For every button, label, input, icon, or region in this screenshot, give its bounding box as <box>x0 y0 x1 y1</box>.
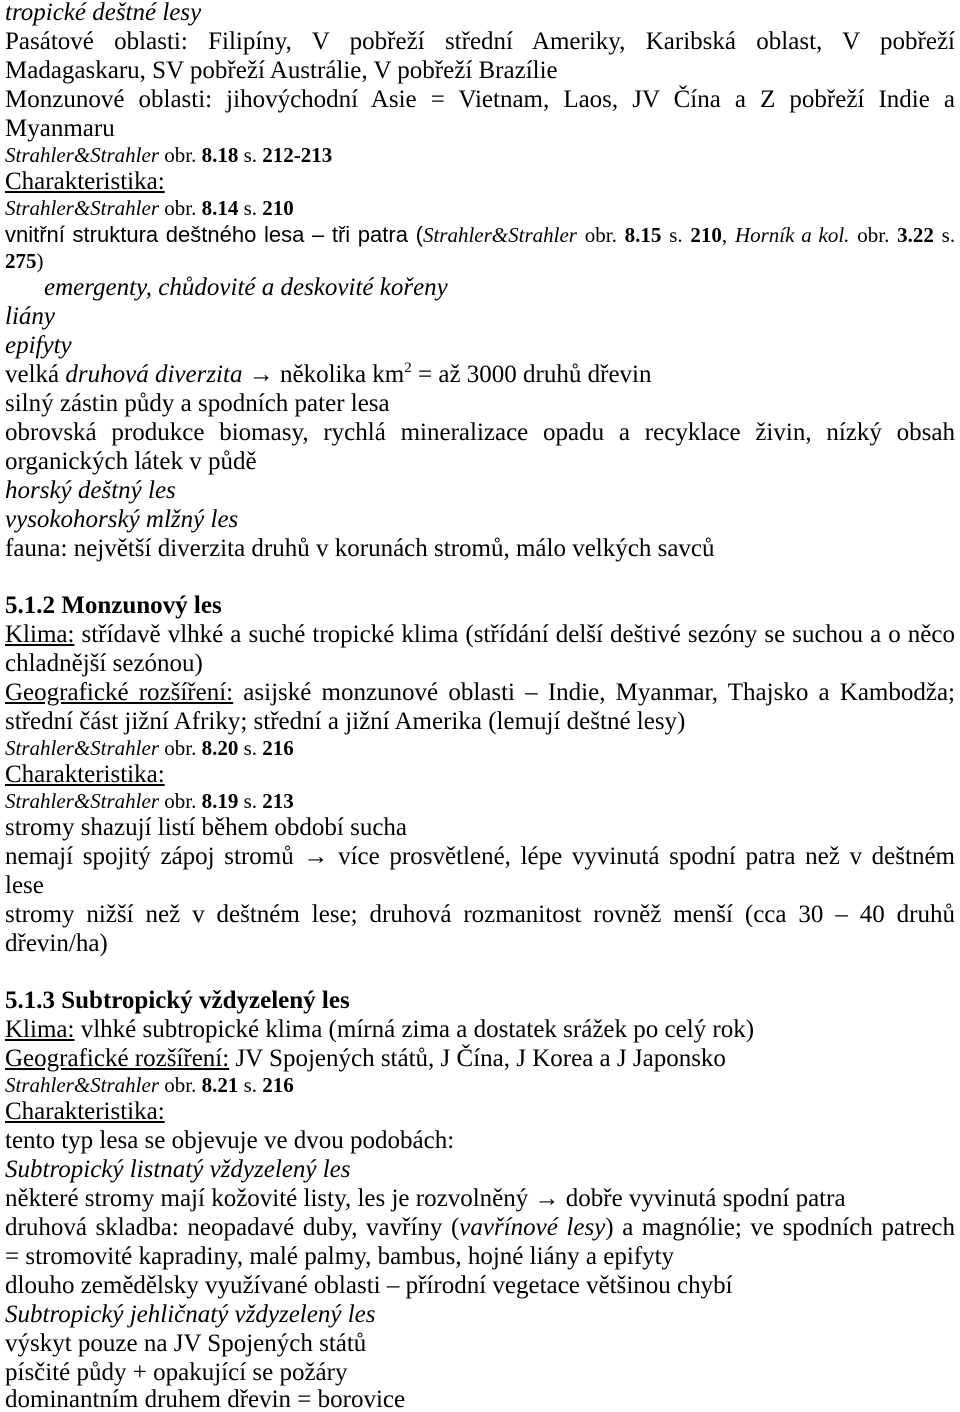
conifer-line: dominantním druhem dřevin = borovice <box>5 1387 406 1412</box>
composition-prefix: druhová skladba: neopadavé duby, vavříny ( <box>5 1214 460 1241</box>
reference-separator: , <box>721 223 728 247</box>
forest-structure-line-1 <box>5 220 955 249</box>
spacer <box>5 563 955 591</box>
page-number: 210 <box>262 196 294 220</box>
conifer-line: výskyt pouze na JV Spojených států <box>5 1330 367 1357</box>
fauna-line: fauna: největší diverzita druhů v korunách stromů, málo velkých savců <box>5 535 715 562</box>
figure-number: 8.20 <box>201 736 239 760</box>
figure-number: 8.19 <box>201 789 239 813</box>
figure-label: obr. <box>164 196 197 220</box>
page-number: 216 <box>262 736 294 760</box>
geography-line-2: střední část jižní Afriky; střední a jižní Amerika (lemují deštné lesy) <box>5 708 686 735</box>
geography-line <box>5 1044 955 1073</box>
geography-line-1 <box>5 678 955 707</box>
conifer-forest-title: Subtropický jehličnatý vždyzelený les <box>5 1301 376 1328</box>
diversity-line <box>5 360 955 389</box>
reference-distribution <box>5 143 955 167</box>
climate-label: Klima: <box>5 621 75 648</box>
document-page <box>5 0 955 1412</box>
figure-number: 3.22 <box>897 223 934 247</box>
trait-line: dřevin/ha) <box>5 930 108 957</box>
reference-distribution <box>5 736 955 760</box>
page-label: s. <box>243 1073 258 1097</box>
figure-number: 8.15 <box>624 223 662 247</box>
figure-number: 8.21 <box>201 1073 239 1097</box>
intro-line: tento typ lesa se objevuje ve dvou podobách: <box>5 1127 455 1154</box>
trait-line: stromy shazují listí během období sucha <box>5 814 408 841</box>
shading-line: silný zástin půdy a spodních pater lesa <box>5 390 390 417</box>
section-title-tropical: tropické deštné lesy <box>5 0 202 26</box>
figure-label: obr. <box>164 143 197 167</box>
page-label: s. <box>941 223 955 247</box>
page-label: s. <box>243 789 258 813</box>
broadleaf-composition-line-1 <box>5 1213 955 1242</box>
reference-author: Strahler&Strahler <box>422 223 577 247</box>
characteristics-label: Charakteristika: <box>5 168 165 195</box>
page-label: s. <box>243 196 258 220</box>
climate-text: střídavě vlhké a suché tropické klima (střídání delší deštivé sezóny se suchou a o něco <box>81 621 955 648</box>
reference-author: Horník a kol. <box>734 223 850 247</box>
monsoon-regions-line-2: Myanmaru <box>5 115 115 142</box>
broadleaf-land-use-line: dlouho zemědělsky využívané oblasti – přírodní vegetace většinou chybí <box>5 1272 733 1299</box>
characteristics-row <box>5 1097 955 1126</box>
reference-distribution <box>5 1073 955 1097</box>
diversity-value: → několika km <box>248 361 405 388</box>
figure-label: obr. <box>164 736 197 760</box>
figure-label: obr. <box>857 223 890 247</box>
composition-suffix: ) a magnólie; ve spodních patrech <box>605 1214 955 1241</box>
reference-characteristics <box>5 196 955 220</box>
page-number: 213 <box>262 789 294 813</box>
closing-parenthesis: ) <box>36 249 44 273</box>
characteristics-row <box>5 167 955 196</box>
diversity-term: druhová diverzita <box>65 361 243 388</box>
monsoon-regions-line-1: Monzunové oblasti: jihovýchodní Asie = Vietnam, Laos, JV Čína a Z pobřeží Indie a <box>5 86 955 113</box>
figure-label: obr. <box>164 789 197 813</box>
forest-structure-line-2 <box>5 249 955 273</box>
page-number: 212-213 <box>262 143 333 167</box>
reference-author: Strahler&Strahler <box>5 143 160 167</box>
forest-structure-text: vnitřní struktura deštného lesa – tři patra ( <box>5 222 423 247</box>
cloud-forest: vysokohorský mlžný les <box>5 506 239 533</box>
characteristics-label: Charakteristika: <box>5 1098 165 1125</box>
page-number: 210 <box>690 223 722 247</box>
reference-author: Strahler&Strahler <box>5 736 160 760</box>
climate-label: Klima: <box>5 1016 75 1043</box>
page-number: 275 <box>5 249 37 273</box>
figure-number: 8.18 <box>201 143 239 167</box>
layer-emergents: emergenty, chůdovité a deskovité kořeny <box>44 274 448 301</box>
characteristics-row <box>5 760 955 789</box>
production-line-1: obrovská produkce biomasy, rychlá mineralizace opadu a recyklace živin, nízký obsah <box>5 419 955 446</box>
figure-label: obr. <box>584 223 617 247</box>
geography-label: Geografické rozšíření: <box>5 679 234 706</box>
trade-wind-regions-line-2: Madagaskaru, SV pobřeží Austrálie, V pobřeží Brazílie <box>5 57 558 84</box>
page-label: s. <box>669 223 683 247</box>
reference-author: Strahler&Strahler <box>5 196 160 220</box>
trait-line: stromy nižší než v deštném lese; druhová rozmanitost rovněž menší (cca 30 – 40 druhů <box>5 901 955 928</box>
broadleaf-leaves-line: některé stromy mají kožovité listy, les je rozvolněný → dobře vyvinutá spodní patra <box>5 1185 846 1212</box>
broadleaf-composition-line-2: = stromovité kapradiny, malé palmy, bambus, hojné liány a epifyty <box>5 1243 675 1270</box>
climate-text: vlhké subtropické klima (mírná zima a dostatek srážek po celý rok) <box>80 1016 755 1043</box>
climate-line <box>5 1015 955 1044</box>
page-label: s. <box>243 736 258 760</box>
mountain-forest: horský deštný les <box>5 477 176 504</box>
geography-text: asijské monzunové oblasti – Indie, Myanmar, Thajsko a Kambodža; <box>243 679 955 706</box>
trait-line: lese <box>5 872 44 899</box>
conifer-line: písčité půdy + opakující se požáry <box>5 1359 348 1386</box>
superscript-exponent: 2 <box>404 360 412 376</box>
diversity-prefix: velká <box>5 361 60 388</box>
page-label: s. <box>243 143 258 167</box>
reference-author: Strahler&Strahler <box>5 789 160 813</box>
geography-text: JV Spojených států, J Čína, J Korea a J Japonsko <box>235 1045 726 1072</box>
production-line-2: organických látek v půdě <box>5 448 257 475</box>
page-number: 216 <box>262 1073 294 1097</box>
layer-epiphytes: epifyty <box>5 332 72 359</box>
geography-label: Geografické rozšíření: <box>5 1045 230 1072</box>
characteristics-label: Charakteristika: <box>5 761 165 788</box>
diversity-tail: = až 3000 druhů dřevin <box>418 361 652 388</box>
climate-line-2: chladnější sezónou) <box>5 650 203 677</box>
reference-characteristics <box>5 789 955 813</box>
composition-term: vavřínové lesy <box>459 1214 606 1241</box>
figure-number: 8.14 <box>201 196 239 220</box>
climate-line-1 <box>5 620 955 649</box>
broadleaf-forest-title: Subtropický listnatý vždyzelený les <box>5 1156 351 1183</box>
figure-label: obr. <box>164 1073 197 1097</box>
layer-lianas: liány <box>5 303 55 330</box>
section-heading-monsoon: 5.1.2 Monzunový les <box>5 592 222 619</box>
trait-line: nemají spojitý zápoj stromů → více prosvětlené, lépe vyvinutá spodní patra než v deštném <box>5 843 955 870</box>
trade-wind-regions-line-1: Pasátové oblasti: Filipíny, V pobřeží střední Ameriky, Karibská oblast, V pobřeží <box>5 28 955 55</box>
section-heading-subtropical: 5.1.3 Subtropický vždyzelený les <box>5 987 350 1014</box>
spacer <box>5 958 955 986</box>
reference-author: Strahler&Strahler <box>5 1073 160 1097</box>
